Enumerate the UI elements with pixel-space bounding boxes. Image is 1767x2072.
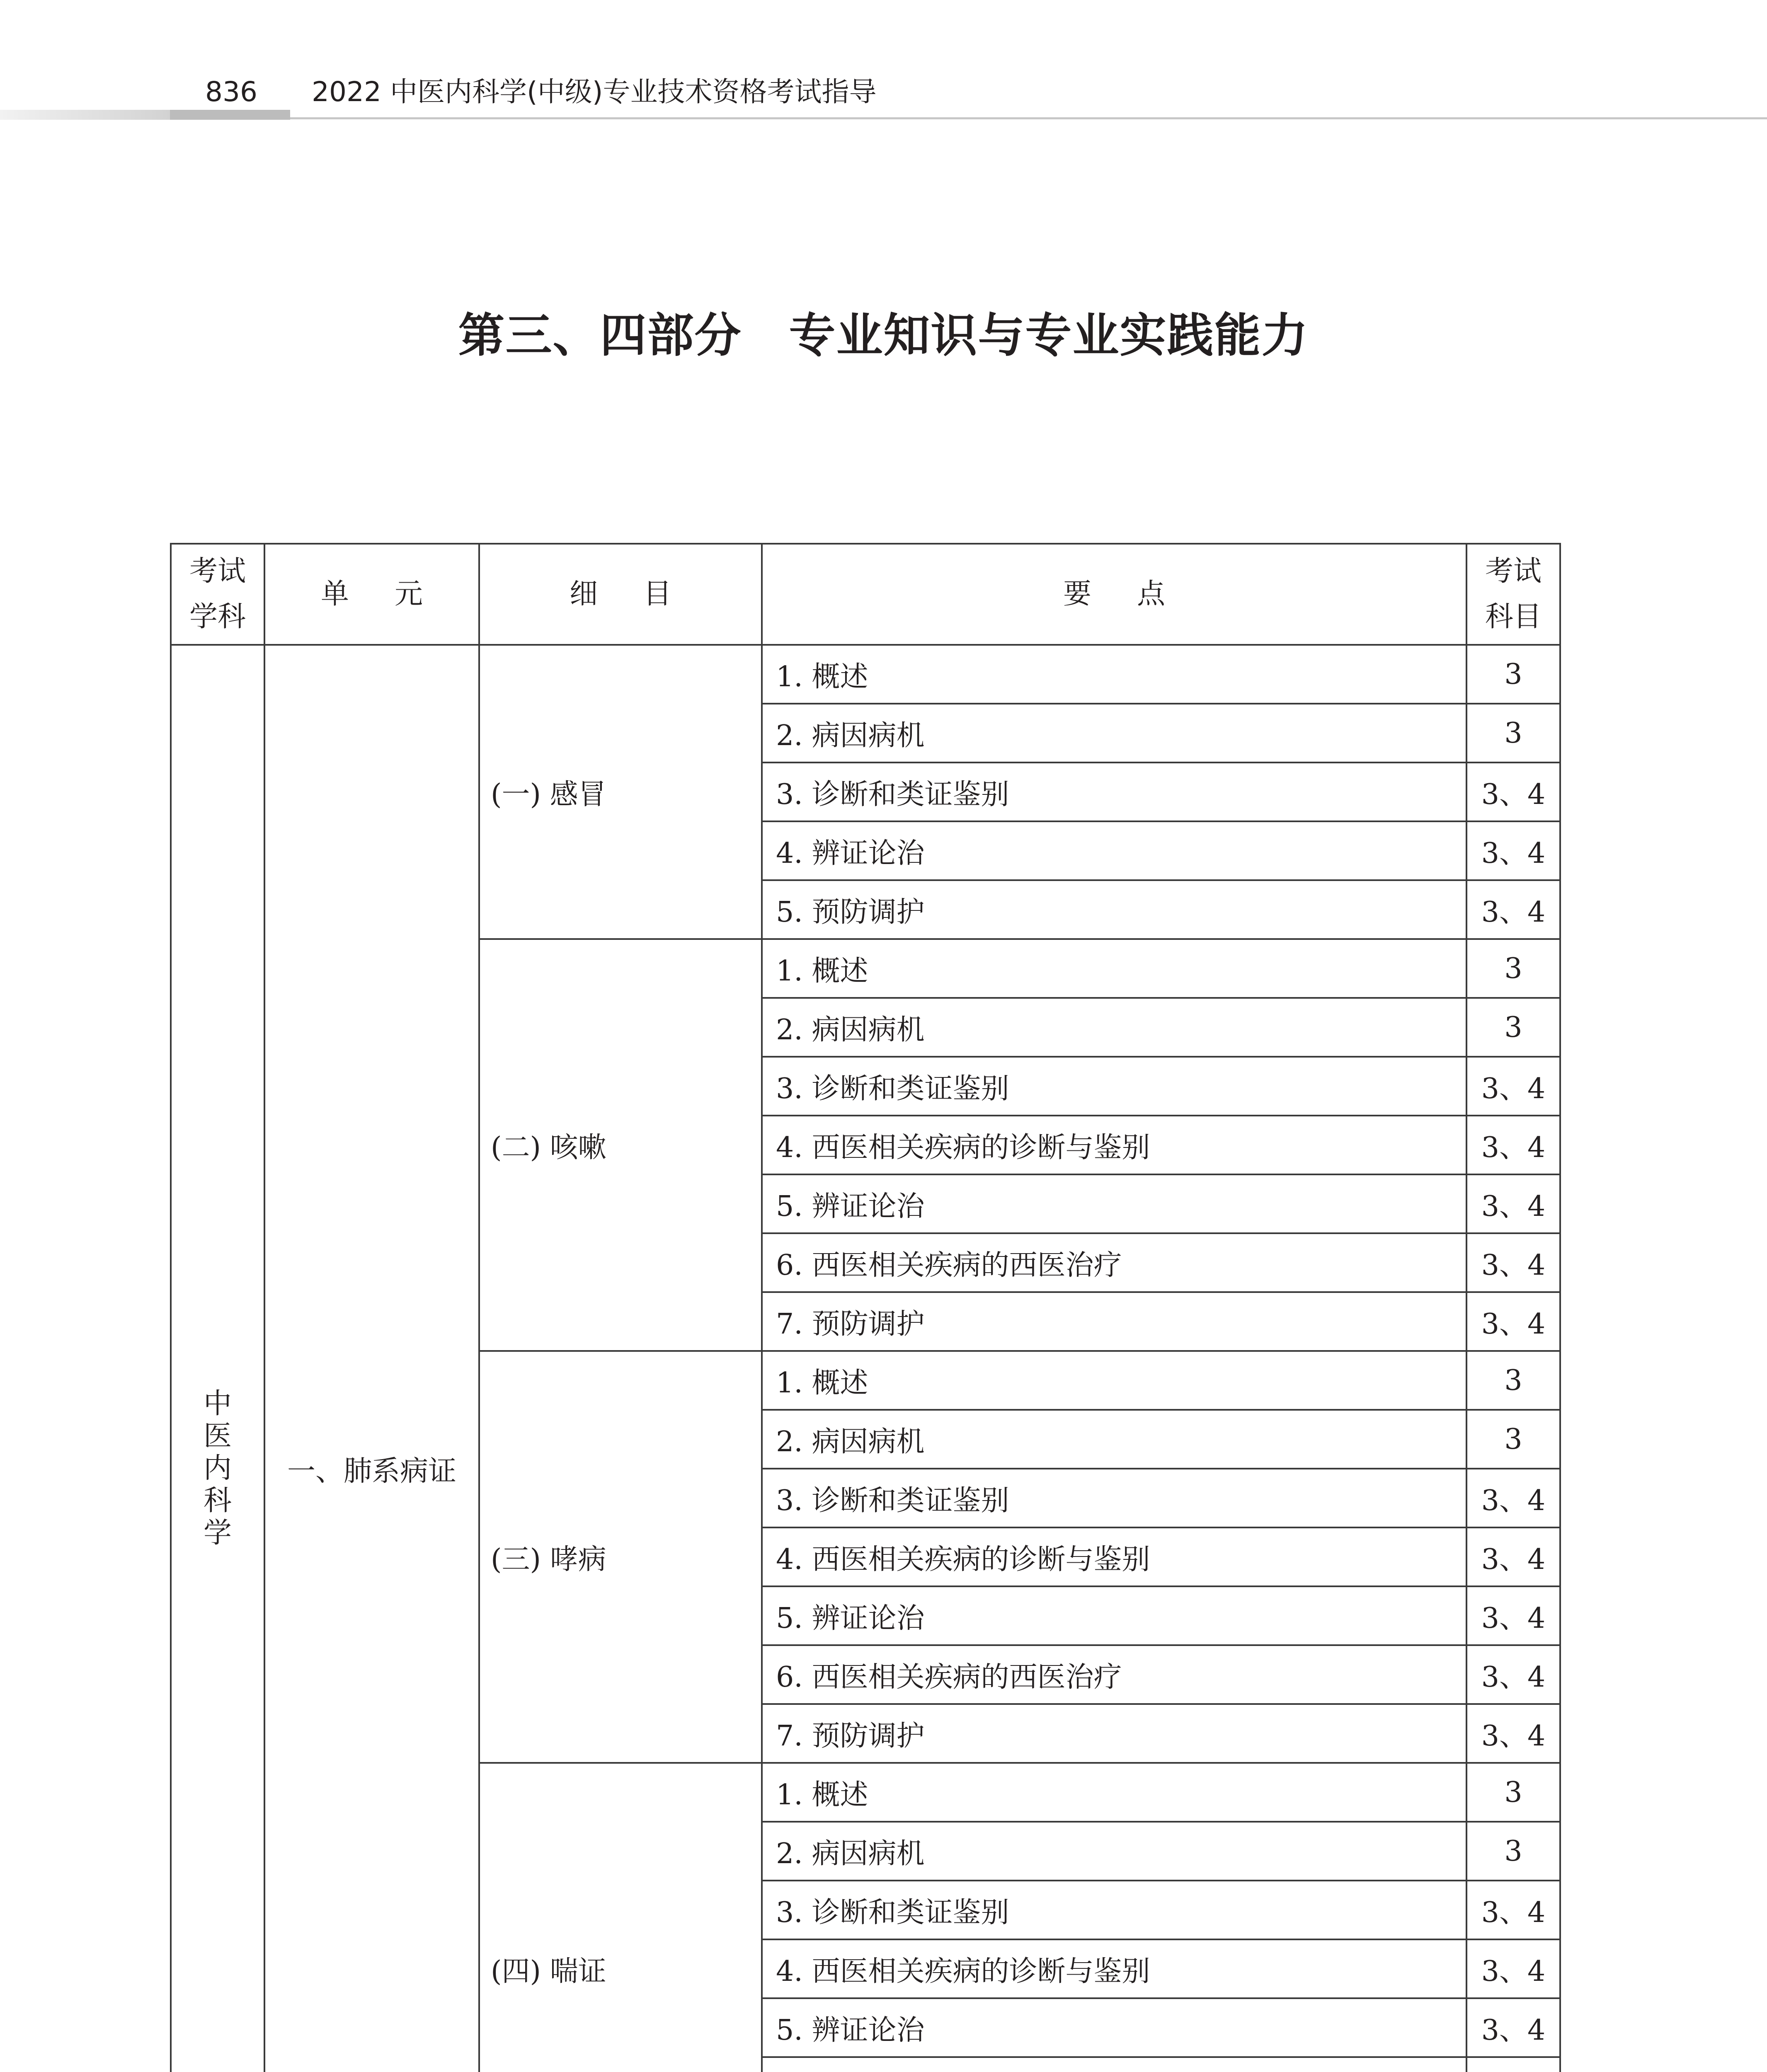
exam-cell: 3、4 bbox=[1466, 1116, 1560, 1174]
exam-cell: 3、4 bbox=[1466, 1704, 1560, 1763]
exam-cell: 3、4 bbox=[1466, 1939, 1560, 1998]
exam-cell: 3、4 bbox=[1466, 1233, 1560, 1292]
page-number: 836 bbox=[205, 76, 257, 108]
exam-cell: 3、4 bbox=[1466, 1586, 1560, 1645]
header-rule-accent bbox=[170, 110, 290, 120]
point-cell: 6. 西医相关疾病的西医治疗 bbox=[762, 1233, 1466, 1292]
header-points: 要点 bbox=[762, 544, 1466, 645]
point-cell: 1. 概述 bbox=[762, 1351, 1466, 1410]
header-item: 细目 bbox=[479, 544, 762, 645]
exam-cell: 3 bbox=[1466, 1763, 1560, 1822]
syllabus-table bbox=[170, 543, 1561, 2072]
exam-cell: 3 bbox=[1466, 1351, 1560, 1410]
table-row bbox=[171, 645, 1560, 704]
exam-cell: 3、4 bbox=[1466, 1998, 1560, 2057]
unit-cell: 一、肺系病证 bbox=[264, 645, 479, 2072]
point-cell: 3. 诊断和类证鉴别 bbox=[762, 1881, 1466, 1939]
point-cell: 3. 诊断和类证鉴别 bbox=[762, 1469, 1466, 1527]
point-cell: 5. 辨证论治 bbox=[762, 1998, 1466, 2057]
header-exam: 考试科目 bbox=[1466, 544, 1560, 645]
exam-cell: 3 bbox=[1466, 1410, 1560, 1469]
exam-cell: 3 bbox=[1466, 1822, 1560, 1881]
point-cell: 4. 西医相关疾病的诊断与鉴别 bbox=[762, 1116, 1466, 1174]
header-rule bbox=[290, 117, 1767, 119]
exam-cell: 3、4 bbox=[1466, 1645, 1560, 1704]
item-cell: (四) 喘证 bbox=[479, 1763, 762, 2072]
point-cell: 3. 诊断和类证鉴别 bbox=[762, 762, 1466, 821]
part-title: 第三、四部分 专业知识与专业实践能力 bbox=[458, 309, 1309, 363]
exam-cell: 3、4 bbox=[1466, 1057, 1560, 1116]
point-cell: 5. 辨证论治 bbox=[762, 1586, 1466, 1645]
point-cell: 1. 概述 bbox=[762, 1763, 1466, 1822]
table-header-row bbox=[171, 544, 1560, 645]
point-cell: 2. 病因病机 bbox=[762, 1822, 1466, 1881]
point-cell: 1. 概述 bbox=[762, 645, 1466, 704]
item-cell: (二) 咳嗽 bbox=[479, 939, 762, 1351]
point-cell: 6. 西医相关疾病的西医治疗 bbox=[762, 1645, 1466, 1704]
point-cell: 4. 西医相关疾病的诊断与鉴别 bbox=[762, 1939, 1466, 1998]
subject-cell bbox=[171, 645, 264, 2072]
point-cell bbox=[762, 2057, 1466, 2072]
exam-cell: 3 bbox=[1466, 704, 1560, 762]
exam-cell: 3、4 bbox=[1466, 880, 1560, 939]
point-cell: 1. 概述 bbox=[762, 939, 1466, 998]
point-cell: 2. 病因病机 bbox=[762, 704, 1466, 762]
exam-cell bbox=[1466, 2057, 1560, 2072]
point-cell: 4. 西医相关疾病的诊断与鉴别 bbox=[762, 1527, 1466, 1586]
exam-cell: 3、4 bbox=[1466, 762, 1560, 821]
exam-cell: 3、4 bbox=[1466, 1881, 1560, 1939]
exam-cell: 3、4 bbox=[1466, 1469, 1560, 1527]
point-cell: 7. 预防调护 bbox=[762, 1704, 1466, 1763]
header-rule-accent-light bbox=[0, 110, 170, 120]
header-unit: 单元 bbox=[264, 544, 479, 645]
exam-cell: 3、4 bbox=[1466, 1527, 1560, 1586]
exam-cell: 3、4 bbox=[1466, 1174, 1560, 1233]
point-cell: 7. 预防调护 bbox=[762, 1292, 1466, 1351]
point-cell: 2. 病因病机 bbox=[762, 1410, 1466, 1469]
point-cell: 5. 辨证论治 bbox=[762, 1174, 1466, 1233]
header-subject: 考试学科 bbox=[171, 544, 264, 645]
exam-cell: 3 bbox=[1466, 998, 1560, 1057]
point-cell: 4. 辨证论治 bbox=[762, 821, 1466, 880]
point-cell: 2. 病因病机 bbox=[762, 998, 1466, 1057]
point-cell: 5. 预防调护 bbox=[762, 880, 1466, 939]
subject-label: 中医内科学 bbox=[203, 1387, 232, 1549]
exam-cell: 3、4 bbox=[1466, 821, 1560, 880]
point-cell: 3. 诊断和类证鉴别 bbox=[762, 1057, 1466, 1116]
item-cell: (一) 感冒 bbox=[479, 645, 762, 939]
exam-cell: 3、4 bbox=[1466, 1292, 1560, 1351]
table-body bbox=[171, 645, 1560, 2072]
exam-cell: 3 bbox=[1466, 645, 1560, 704]
exam-cell: 3 bbox=[1466, 939, 1560, 998]
item-cell: (三) 哮病 bbox=[479, 1351, 762, 1763]
running-header-title: 2022 中医内科学(中级)专业技术资格考试指导 bbox=[312, 76, 877, 108]
